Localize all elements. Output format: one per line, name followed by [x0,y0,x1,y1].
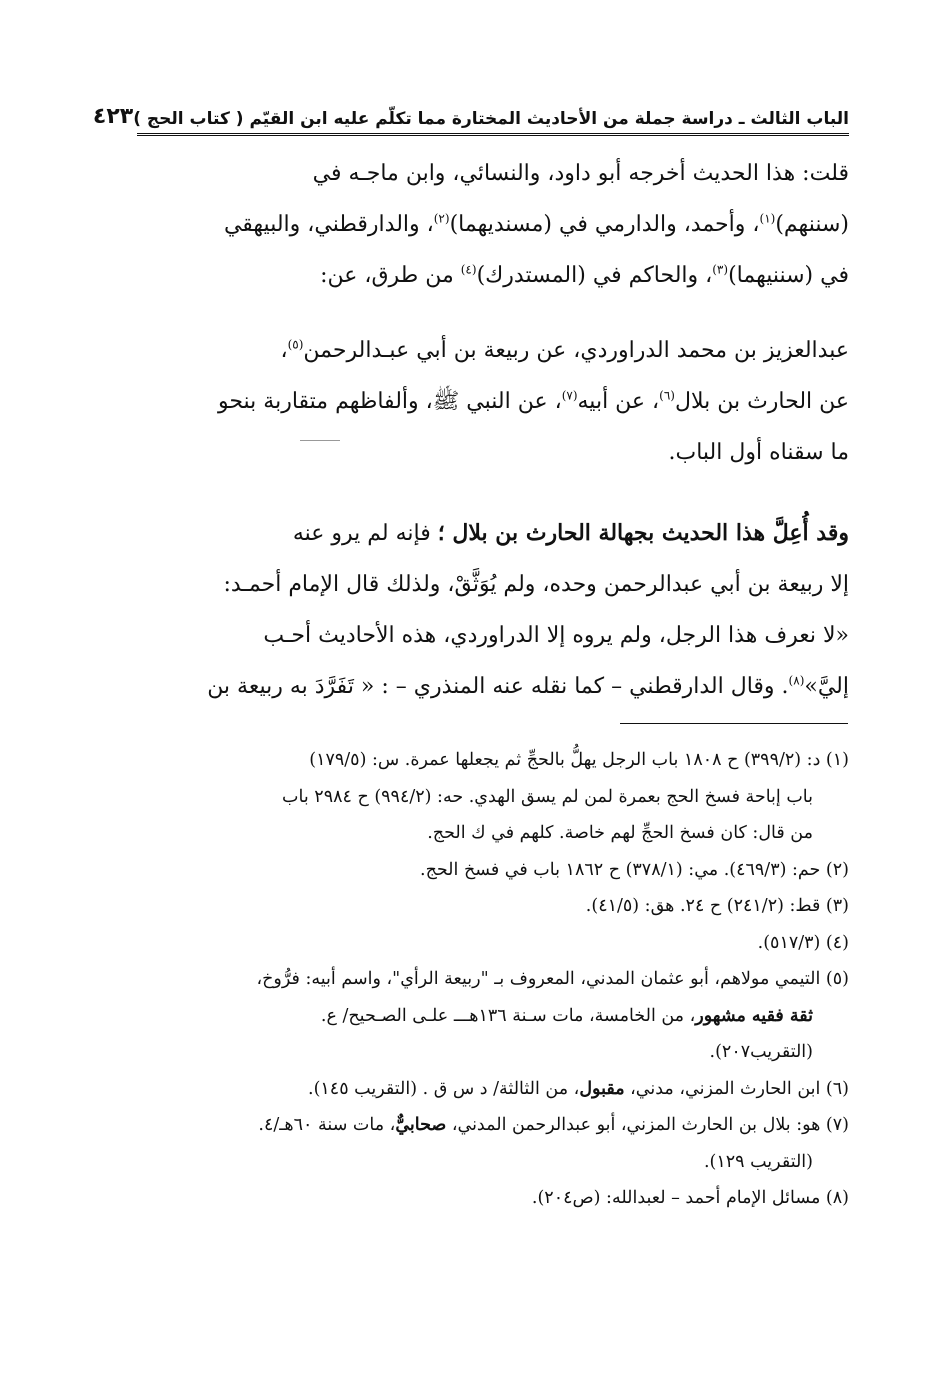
footnote-ref: (٧) [561,388,578,403]
text-line: «لا نعرف هذا الرجل، ولم يروه إلا الدراوردي، هذه الأحاديث أحـب [263,623,849,648]
footnote-rule [620,723,848,724]
footnote-5 [137,961,849,1071]
footnotes [137,742,849,1217]
footnote-3: (٣) قط: (٢٤١/٢) ح ٢٤. هق: (٤١/٥). [585,896,849,916]
footnote-1 [137,742,849,852]
paragraph-2 [137,325,849,478]
footnote-ref: (٦) [659,388,675,403]
footnote-line: (التقريب٢٠٧). [709,1042,813,1062]
footnote-ref: (١) [759,211,776,226]
footnote-text: (٦) ابن الحارث المزني، مدني، [624,1078,849,1099]
text-line: قلت: هذا الحديث أخرجه أبو داود، والنسائي، وابن ماجـه في [312,161,849,186]
paragraph-gap [137,478,849,508]
footnote-line: من قال: كان فسخ الحجِّ لهم خاصة. كلهم في ك الحج. [427,823,813,843]
footnote-line: (التقريب ١٢٩). [703,1151,813,1172]
paragraph-gap [137,301,849,325]
footnote-ref: (٢) [433,211,450,226]
footnote-line: (١) د: (٣٩٩/٢) ح ١٨٠٨ باب الرجل يهلُّ بالحجِّ ثم يجعلها عمرة. س: (١٧٩/٥) [309,750,849,770]
bold-lead: وقد أُعِلَّ هذا الحديث بجهالة الحارث بن بلال ؛ [437,520,849,546]
footnote-ref: (٨) [788,673,805,688]
paragraph-1 [137,148,849,301]
paragraph-3 [137,508,849,712]
text-line: عن الحارث بن بلال [674,389,849,414]
main-text [137,148,849,712]
footnote-7 [137,1107,849,1180]
short-separator [300,440,340,441]
text-line: فإنه لم يرو عنه [292,521,438,546]
text-line: إلا ربيعة بن أبي عبدالرحمن وحده، ولم يُوَثَّقْ، ولذلك قال الإمام أحمـد: [223,572,849,597]
footnote-bold: مقبول [579,1078,625,1099]
footnote-6 [137,1071,849,1108]
text-line: ، والدارقطني، والبيهقي [223,212,434,237]
text-line: إليَّ» [804,674,849,699]
text-line: ، [280,338,288,363]
footnote-line [137,998,849,1035]
text-line: عبدالعزيز بن محمد الدراوردي، عن ربيعة بن أبي عبـدالرحمن [303,338,849,363]
text-line: . وقال الدارقطني – كما نقله عنه المنذري – : « تَفَرَّدَ به ربيعة بن [207,674,789,699]
text-line: ، عن أبيه [577,389,660,414]
text-line: ، وأحمد، والدارمي في (مسنديهما) [449,212,760,237]
footnote-text: ، من الخامسة، مات سـنة ١٣٦هـــ علـى الصـحيح/ ع. [320,1005,696,1026]
footnote-ref: (٥) [287,337,304,352]
text-line: من طرق، عن: [320,263,461,288]
text-line: ما سقناه أول الباب. [668,440,849,465]
footnote-text: (٧) هو: بلال بن الحارث المزني، أبو عبدالرحمن المدني، [446,1115,849,1135]
footnote-line: (٥) التيمي مولاهم، أبو عثمان المدني، المعروف بـ "ربيعة الرأي"، واسم أبيه: فرُّوخ، [256,969,849,989]
footnote-8: (٨) مسائل الإمام أحمد – لعبدالله: (ص٢٠٤). [531,1188,849,1208]
text-line: ، عن النبي ﷺ، وألفاظهم متقاربة بنحو [217,389,562,414]
text-line: في (سننيهما) [728,263,849,288]
page-number: ٤٢٣ [92,104,134,129]
footnote-2: (٢) حم: (٤٦٩/٣). مي: (٣٧٨/١) ح ١٨٦٢ باب في فسخ الحج. [420,859,849,880]
footnote-bold: ثقة فقيه مشهور [695,1005,813,1026]
footnote-line: باب إباحة فسخ الحج بعمرة لمن لم يسق الهدي. حه: (٩٩٤/٢) ح ٢٩٨٤ باب [282,786,813,807]
footnote-ref: (٣) [712,262,729,277]
footnote-bold: صحابيٌّ [395,1115,447,1135]
footnote-text: ، مات سنة ٦٠هـ/٤. [258,1115,396,1135]
text-line: ، والحاكم في (المستدرك) [476,263,713,288]
header-title: الباب الثالث ـ دراسة جملة من الأحاديث المختارة مما تكلّم عليه ابن القيّم ( كتاب الحج ) [133,109,849,129]
footnote-ref: (٤) [460,262,477,277]
text-line: (سننهم) [775,212,849,237]
running-header [92,98,849,136]
footnote-4: (٤) (٥١٧/٣). [757,932,849,953]
footnote-text: ، من الثالثة/ د س ق . (التقريب ١٤٥). [308,1078,580,1099]
